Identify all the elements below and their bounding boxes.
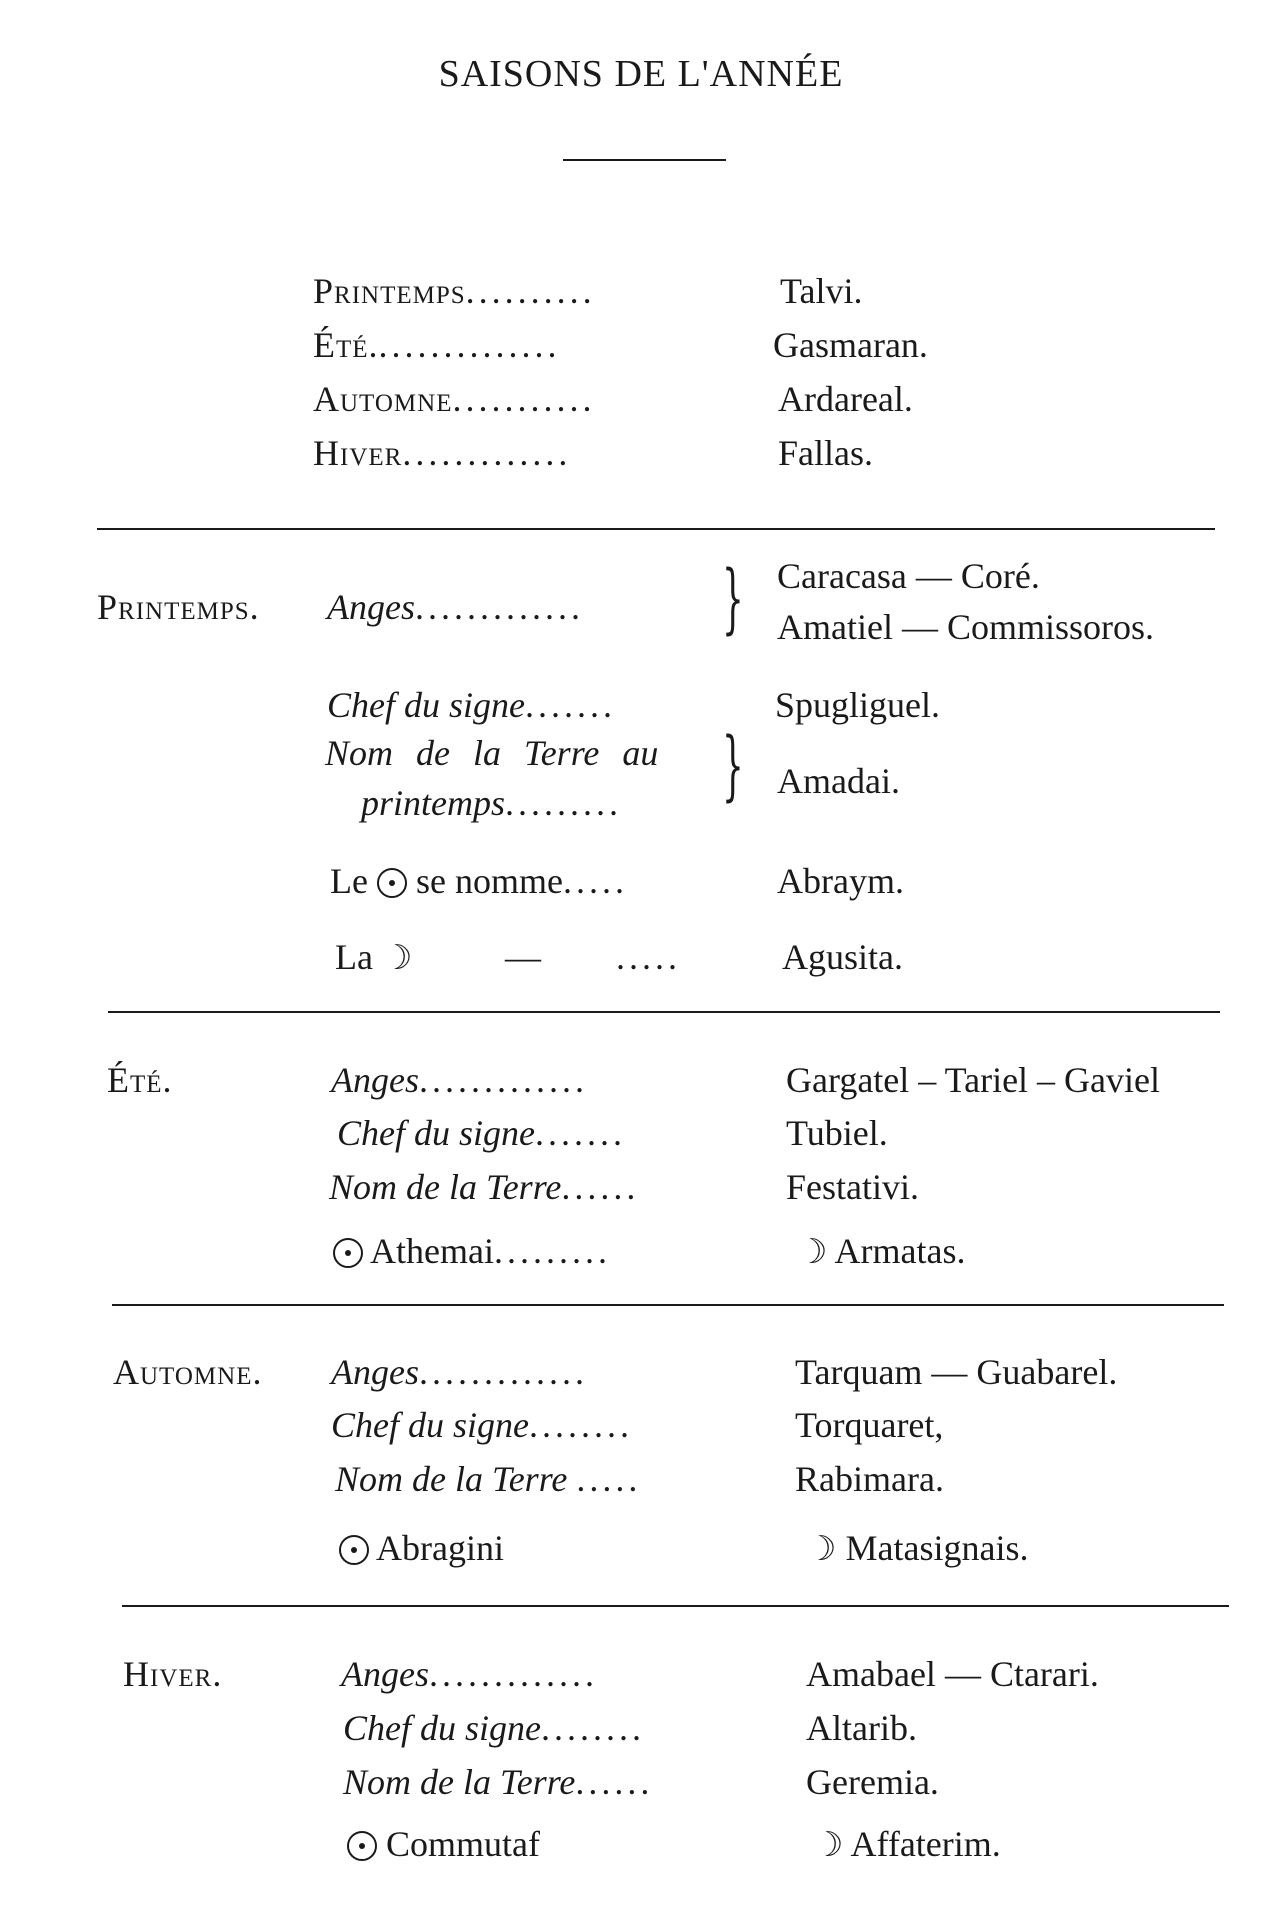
leader-dots: ......... (493, 1231, 611, 1271)
terre-value: Amadai. (777, 761, 900, 801)
terre-row (343, 1764, 653, 1800)
section-heading-printemps: Printemps. (97, 587, 260, 627)
terre-value: Rabimara. (795, 1459, 944, 1499)
anges-label: Anges (341, 1654, 429, 1694)
summary-name: Fallas. (778, 433, 873, 473)
moon-icon: ☽ (813, 1825, 844, 1865)
summary-name: Ardareal. (778, 379, 913, 419)
chef-row (337, 1115, 626, 1151)
moon-icon: ☽ (797, 1232, 828, 1272)
terre-label: Nom de la Terre (343, 1762, 576, 1802)
terre-value: Festativi. (786, 1167, 919, 1207)
anges-row (331, 1062, 588, 1098)
brace-symbol: } (722, 720, 744, 809)
moon-name: Affaterim. (850, 1824, 1001, 1864)
moon-icon: ☽ (381, 938, 413, 978)
moon-value: Agusita. (782, 937, 903, 977)
summary-name: Gasmaran. (773, 325, 928, 365)
leader-dots: ..... (616, 937, 681, 977)
terre-label-line-2: printemps (361, 783, 505, 823)
summary-dots: ............. (402, 433, 572, 473)
chef-label: Chef du signe (343, 1708, 541, 1748)
chef-value: Torquaret, (795, 1405, 944, 1445)
leader-dots: ......... (505, 783, 622, 823)
sun-row (333, 1233, 611, 1269)
terre-row (335, 1461, 641, 1497)
sun-icon (339, 1535, 369, 1565)
anges-label: Anges (331, 1060, 419, 1100)
section-heading-ete: Été. (107, 1060, 173, 1100)
moon-row (797, 1231, 966, 1272)
sun-name: Commutaf (386, 1824, 540, 1864)
moon-row (806, 1528, 1029, 1569)
title-rule (563, 159, 726, 161)
sun-row (330, 863, 628, 899)
anges-row (331, 1354, 588, 1390)
moon-row (335, 937, 413, 978)
chef-row (327, 687, 616, 723)
chef-row (331, 1407, 633, 1443)
leader-dots: ............. (418, 1352, 588, 1392)
sun-value: Abraym. (777, 861, 904, 901)
chef-value: Tubiel. (786, 1113, 888, 1153)
leader-dots: ...... (561, 1167, 640, 1207)
sun-name: Athemai (370, 1231, 494, 1271)
leader-dots: ........ (528, 1405, 633, 1445)
summary-dots: .............. (378, 325, 561, 365)
summary-season: Automne (313, 379, 453, 419)
leader-dots: ............. (428, 1654, 598, 1694)
terre-label: Nom de la Terre (335, 1459, 568, 1499)
chef-label: Chef du signe (327, 685, 525, 725)
summary-season: Printemps (313, 271, 466, 311)
summary-dots: .......... (465, 271, 596, 311)
chef-value: Spugliguel. (775, 685, 941, 725)
sun-name: Abragini (376, 1528, 504, 1568)
anges-row (327, 589, 584, 625)
chef-value: Altarib. (806, 1708, 917, 1748)
summary-dots: ........... (452, 379, 596, 419)
sun-row (347, 1826, 540, 1862)
sun-row (339, 1530, 504, 1566)
chef-row (343, 1710, 645, 1746)
section-divider (97, 528, 1215, 530)
terre-label-line-1: Nom de la Terre au (325, 733, 659, 773)
leader-dots: ...... (575, 1762, 654, 1802)
chef-label: Chef du signe (337, 1113, 535, 1153)
summary-row-automne (313, 381, 595, 417)
anges-value: Tarquam — Guabarel. (795, 1352, 1118, 1392)
brace-symbol: } (722, 553, 744, 642)
terre-label: Nom de la Terre (329, 1167, 562, 1207)
leader-dots: ............. (418, 1060, 588, 1100)
section-divider (112, 1304, 1224, 1306)
anges-value: Amabael — Ctarari. (806, 1654, 1099, 1694)
sun-icon (347, 1831, 377, 1861)
summary-season: Été. (313, 325, 379, 365)
anges-label: Anges (331, 1352, 419, 1392)
summary-row-printemps (313, 273, 596, 309)
section-heading-automne: Automne. (113, 1352, 263, 1392)
section-heading-hiver: Hiver. (123, 1654, 223, 1694)
leader-dots: ........ (540, 1708, 645, 1748)
anges-row (341, 1656, 598, 1692)
sun-suffix: se nomme (415, 861, 563, 901)
moon-icon: ☽ (806, 1529, 837, 1569)
section-divider (122, 1605, 1229, 1607)
anges-label: Anges (327, 587, 415, 627)
moon-name: Matasignais. (845, 1528, 1029, 1568)
moon-prefix: La (335, 937, 373, 977)
anges-value: Gargatel – Tariel – Gaviel (786, 1060, 1161, 1100)
leader-dots: ..... (576, 1459, 642, 1499)
chef-label: Chef du signe (331, 1405, 529, 1445)
anges-value: Caracasa — Coré. (777, 556, 1040, 596)
leader-dots: ....... (524, 685, 616, 725)
sun-icon (377, 868, 407, 898)
terre-row (329, 1169, 639, 1205)
anges-value: Amatiel — Commissoros. (777, 607, 1154, 647)
summary-row-ete (313, 327, 561, 363)
moon-dash: — (505, 937, 541, 977)
summary-row-hiver (313, 435, 571, 471)
leader-dots: ....... (534, 1113, 626, 1153)
terre-row (361, 785, 622, 821)
summary-name: Talvi. (780, 271, 863, 311)
sun-prefix: Le (330, 861, 368, 901)
page-title: SAISONS DE L'ANNÉE (438, 53, 844, 95)
moon-row (813, 1824, 1001, 1865)
moon-name: Armatas. (834, 1231, 966, 1271)
summary-season: Hiver (313, 433, 403, 473)
section-divider (108, 1011, 1220, 1013)
leader-dots: ..... (562, 861, 628, 901)
terre-value: Geremia. (806, 1762, 939, 1802)
leader-dots: ............. (414, 587, 584, 627)
sun-icon (333, 1238, 363, 1268)
